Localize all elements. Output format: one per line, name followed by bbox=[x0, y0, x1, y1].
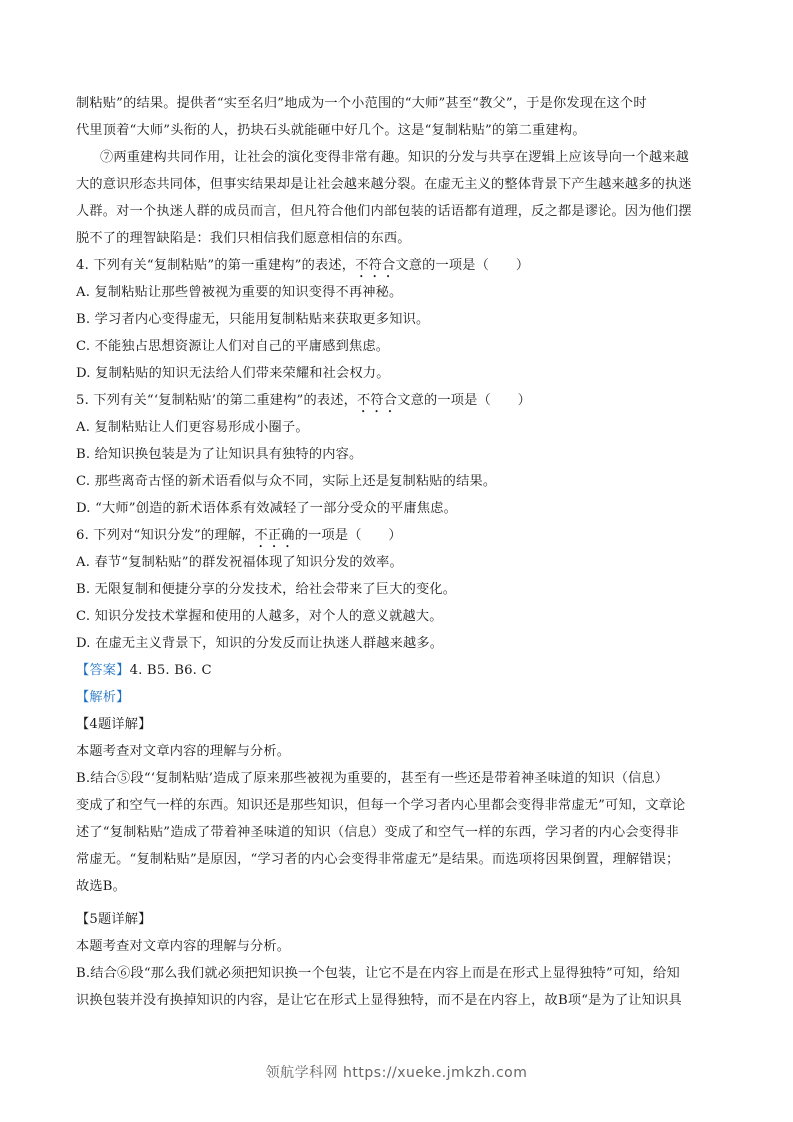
question-option: B. 无限复制和便捷分享的分发技术，给社会带来了巨大的变化。 bbox=[76, 582, 457, 597]
question-4-stem bbox=[76, 256, 529, 281]
question-option: A. 复制粘贴让人们更容易形成小圈子。 bbox=[76, 420, 309, 435]
question-stem-text: 5. 下列有关“‘复制粘贴’的第二重建构”的表述， bbox=[76, 393, 358, 408]
question-option: D. “大师”创造的新术语体系有效减轻了一部分受众的平庸焦虑。 bbox=[76, 501, 458, 516]
question-option: A. 春节“复制粘贴”的群发祝福体现了知识分发的效率。 bbox=[76, 555, 403, 570]
analysis-line: 常虚无。“复制粘贴”是原因，“学习者的内心会变得非常虚无”是结果。而选项将因果倒置，理解错误； bbox=[76, 852, 680, 867]
analysis-line: B.结合⑤段“‘复制粘贴’造成了原来那些被视为重要的，甚至有一些还是带着神圣味道的知识（信息） bbox=[76, 771, 669, 786]
q4-detail-heading: 【4题详解】 bbox=[76, 717, 152, 732]
question-option: D. 复制粘贴的知识无法给人们带来荣耀和社会权力。 bbox=[76, 366, 390, 381]
passage-line: 人群。对一个执迷人群的成员而言，但凡符合他们内部包装的话语都有道理，反之都是谬论。因为他们摆 bbox=[76, 204, 692, 219]
question-stem-text: 4. 下列有关“复制粘贴”的第一重建构”的表述， bbox=[76, 258, 356, 273]
question-option: D. 在虚无主义背景下，知识的分发反而让执迷人群越来越多。 bbox=[76, 636, 444, 651]
question-option: B. 给知识换包装是为了让知识具有独特的内容。 bbox=[76, 447, 363, 462]
analysis-line: B.结合⑥段“那么我们就必须把知识换一个包装，让它不是在内容上而是在形式上显得独特”可知，给知 bbox=[76, 966, 680, 981]
question-option: A. 复制粘贴让那些曾被视为重要的知识变得不再神秘。 bbox=[76, 285, 403, 300]
passage-line: 脱不了的理智缺陷是：我们只相信我们愿意相信的东西。 bbox=[76, 231, 411, 246]
question-option: B. 学习者内心变得虚无，只能用复制粘贴来获取更多知识。 bbox=[76, 312, 430, 327]
question-stem-emphasis: 不正确 bbox=[254, 528, 295, 543]
passage-line: 代里顶着“大师”头衔的人，扔块石头就能砸中好几个。这是“复制粘贴”的第二重建构。 bbox=[76, 123, 586, 138]
analysis-line: 述了“复制粘贴”造成了带着神圣味道的知识（信息）变成了和空气一样的东西，学习者的内心会变得非 bbox=[76, 825, 679, 840]
analysis-line: 识换包装并没有换掉知识的内容，是让它在形式上显得独特，而不是在内容上，故B项“是为了让知识具 bbox=[76, 993, 682, 1008]
question-stem-emphasis: 不符合 bbox=[355, 258, 396, 273]
question-option: C. 知识分发技术掌握和使用的人越多，对个人的意义就越大。 bbox=[76, 609, 443, 624]
question-option: C. 那些离奇古怪的新术语看似与众不同，实际上还是复制粘贴的结果。 bbox=[76, 474, 497, 489]
answer-text: 4. B5. B6. C bbox=[129, 663, 212, 678]
analysis-line: 变成了和空气一样的东西。知识还是那些知识，但每一个学习者内心里都会变得非常虚无”可知，文章论 bbox=[76, 798, 686, 813]
passage-line: ⑦两重建构共同作用，让社会的演化变得非常有趣。知识的分发与共享在逻辑上应该导向一个越来越 bbox=[100, 150, 690, 165]
question-stem-text: 文意的一项是（ ） bbox=[397, 393, 532, 408]
passage-line: 大的意识形态共同体，但事实结果却是让社会越来越分裂。在虚无主义的整体背景下产生越来越多的执迷 bbox=[76, 177, 692, 192]
analysis-label: 【解析】 bbox=[76, 690, 130, 705]
question-option: C. 不能独占思想资源让人们对自己的平庸感到焦虑。 bbox=[76, 339, 390, 354]
question-stem-text: 文意的一项是（ ） bbox=[395, 258, 530, 273]
passage-line: 制粘贴”的结果。提供者“实至名归”地成为一个小范围的“大师”甚至“教父”，于是你发现在这个时 bbox=[76, 96, 647, 111]
question-stem-text: 6. 下列对“知识分发”的理解， bbox=[76, 528, 255, 543]
answer-line bbox=[76, 661, 212, 681]
analysis-line: 故选B。 bbox=[76, 879, 127, 894]
question-5-stem bbox=[76, 391, 531, 416]
analysis-line: 本题考查对文章内容的理解与分析。 bbox=[76, 744, 291, 759]
q5-detail-heading: 【5题详解】 bbox=[76, 912, 152, 927]
question-stem-text: 的一项是（ ） bbox=[294, 528, 402, 543]
footer-watermark: 领航学科网 https://xueke.jmkzh.com bbox=[265, 1065, 528, 1081]
answer-label: 【答案】 bbox=[76, 663, 130, 678]
question-6-stem bbox=[76, 526, 402, 551]
analysis-line: 本题考查对文章内容的理解与分析。 bbox=[76, 939, 291, 954]
question-stem-emphasis: 不符合 bbox=[357, 393, 398, 408]
